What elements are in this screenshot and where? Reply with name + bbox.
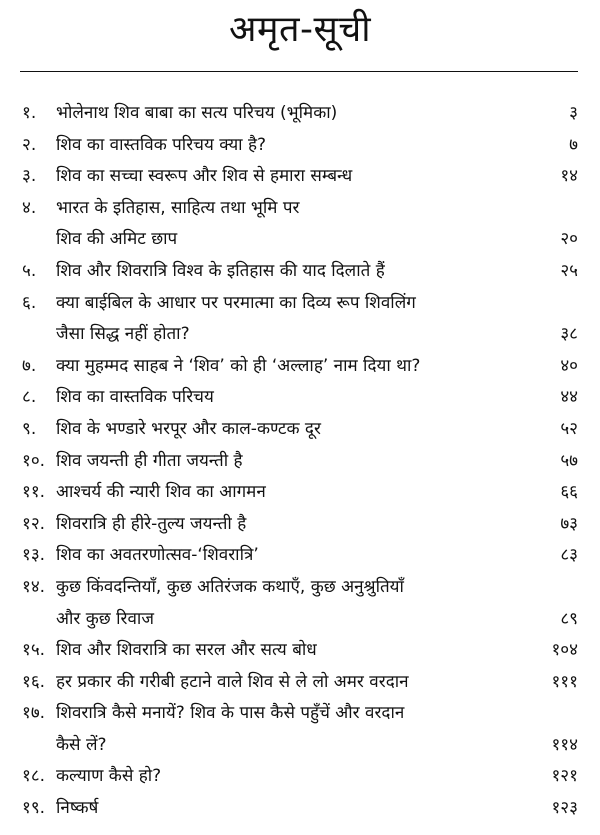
toc-entry-title: कुछ किंवदन्तियाँ, कुछ अतिरंजक कथाएँ, कुछ अनुश्रुतियाँ [56, 576, 404, 597]
toc-entry-title: शिव की अमिट छाप [56, 229, 178, 250]
toc-entry-number: १२. [22, 513, 46, 534]
toc-entry-title: क्या बाईबिल के आधार पर परमात्मा का दिव्य रूप शिवलिंग [56, 292, 416, 313]
toc-entry-page-number: १११ [551, 671, 578, 692]
title-divider [20, 71, 578, 72]
toc-entry-number: ९. [22, 418, 37, 439]
toc-entry-title: शिव का सच्चा स्वरूप और शिव से हमारा सम्बन्ध [56, 166, 353, 187]
toc-entry-number: १८. [22, 766, 46, 787]
toc-entry-title: क्या मुहम्मद साहब ने ‘शिव’ को ही ‘अल्लाह’ नाम दिया था? [56, 355, 421, 376]
toc-entry-number: ४. [22, 197, 37, 218]
toc-entry-page-number: ८९ [560, 608, 578, 629]
toc-entry [0, 193, 600, 256]
toc-entry-line [0, 224, 600, 256]
toc-entry-page-number: १०४ [551, 640, 578, 661]
toc-entry-number: १५. [22, 640, 46, 661]
toc-entry-page-number: २० [560, 229, 578, 250]
toc-entry-title: हर प्रकार की गरीबी हटाने वाले शिव से ले लो अमर वरदान [56, 671, 409, 692]
toc-entry-line [0, 698, 600, 730]
toc-entry-page-number: ११४ [551, 734, 578, 755]
toc-entry-title: कल्याण कैसे हो? [56, 766, 162, 787]
toc-entry-title: कैसे लें? [56, 734, 107, 755]
toc-entry-line [0, 730, 600, 762]
toc-entry-number: ३. [22, 166, 37, 187]
toc-entry [0, 540, 600, 572]
toc-entry-number: १०. [22, 450, 46, 471]
toc-entry-page-number: ३ [569, 103, 578, 123]
toc-entry-line [0, 161, 600, 193]
toc-entry-title: भोलेनाथ शिव बाबा का सत्य परिचय (भूमिका) [56, 103, 338, 123]
toc-entry-line [0, 572, 600, 604]
toc-entry [0, 351, 600, 383]
toc-entry-title: शिव का वास्तविक परिचय क्या है? [56, 134, 267, 155]
toc-entry-line [0, 351, 600, 383]
toc-entry [0, 130, 600, 162]
toc-entry [0, 793, 600, 825]
toc-entry-title: शिव के भण्डारे भरपूर और काल-कण्टक दूर [56, 418, 321, 439]
toc-entry-title: और कुछ रिवाज [56, 608, 154, 629]
toc-entry-line [0, 540, 600, 572]
toc-entry-title: जैसा सिद्ध नहीं होता? [56, 324, 190, 345]
toc-entry-page-number: ४४ [560, 387, 578, 408]
toc-entry-line [0, 414, 600, 446]
toc-entry [0, 667, 600, 699]
toc-entry-line [0, 256, 600, 288]
toc-entry-page-number: ७३ [560, 513, 578, 534]
toc-entry-page-number: २५ [560, 260, 578, 281]
toc-entry-page-number: ७ [569, 134, 578, 155]
toc-entry-page-number: ८३ [560, 545, 578, 566]
toc-entry-line [0, 793, 600, 825]
toc-entry-number: १. [22, 103, 37, 123]
toc-entry-line [0, 635, 600, 667]
toc-entry-title: शिव जयन्ती ही गीता जयन्ती है [56, 450, 243, 471]
toc-entry [0, 98, 600, 130]
toc-entry [0, 635, 600, 667]
toc-entry-number: ६. [22, 292, 37, 313]
toc-entry-title: शिवरात्रि कैसे मनायें? शिव के पास कैसे पहुँचें और वरदान [56, 703, 405, 724]
toc-entry-line [0, 319, 600, 351]
toc-entry-line [0, 98, 600, 130]
toc-entry-number: १६. [22, 671, 46, 692]
toc-entry-number: १३. [22, 545, 46, 566]
toc-entry-line [0, 288, 600, 320]
toc-entry-line [0, 446, 600, 478]
toc-entry-line [0, 477, 600, 509]
toc-entry-title: निष्कर्ष [56, 798, 99, 819]
toc-entry-title: शिव का वास्तविक परिचय [56, 387, 214, 408]
toc-entry-number: १७. [22, 703, 46, 724]
toc-entry-line [0, 509, 600, 541]
toc-entry-line [0, 130, 600, 162]
toc-entry-line [0, 604, 600, 636]
toc-entry-page-number: ५२ [560, 418, 578, 439]
toc-entry [0, 256, 600, 288]
toc-entry [0, 288, 600, 351]
toc-entry-line [0, 382, 600, 414]
toc-entry-page-number: ५७ [560, 450, 578, 471]
toc-entry [0, 477, 600, 509]
toc-entry-number: ८. [22, 387, 37, 408]
toc-entry [0, 414, 600, 446]
toc-entry-line [0, 761, 600, 793]
toc-entry-page-number: १२३ [551, 798, 578, 819]
toc-entry-number: २. [22, 134, 37, 155]
toc-entry [0, 382, 600, 414]
table-of-contents [0, 98, 600, 825]
toc-entry-page-number: ६६ [560, 482, 578, 503]
page-title: अमृत-सूची [228, 9, 372, 50]
toc-entry-title: शिव और शिवरात्रि का सरल और सत्य बोध [56, 640, 317, 661]
toc-entry-title: शिव और शिवरात्रि विश्व के इतिहास की याद दिलाते हैं [56, 260, 385, 281]
toc-entry-title: शिव का अवतरणोत्सव-‘शिवरात्रि’ [56, 545, 259, 566]
toc-entry [0, 572, 600, 635]
toc-entry [0, 446, 600, 478]
toc-entry-number: ५. [22, 260, 37, 281]
toc-entry-number: ११. [22, 482, 46, 503]
toc-entry [0, 509, 600, 541]
toc-entry-number: ७. [22, 355, 37, 376]
toc-entry-title: भारत के इतिहास, साहित्य तथा भूमि पर [56, 197, 300, 218]
toc-entry-title: आश्चर्य की न्यारी शिव का आगमन [56, 482, 266, 503]
toc-entry-line [0, 193, 600, 225]
toc-entry-page-number: ४० [560, 355, 578, 376]
toc-entry [0, 161, 600, 193]
toc-entry-title: शिवरात्रि ही हीरे-तुल्य जयन्ती है [56, 513, 247, 534]
toc-entry-page-number: ३८ [560, 324, 578, 345]
toc-entry [0, 761, 600, 793]
toc-entry [0, 698, 600, 761]
toc-entry-number: १४. [22, 576, 46, 597]
toc-entry-number: १९. [22, 798, 46, 819]
toc-entry-line [0, 667, 600, 699]
toc-entry-page-number: १४ [560, 166, 578, 187]
toc-entry-page-number: १२१ [551, 766, 578, 787]
